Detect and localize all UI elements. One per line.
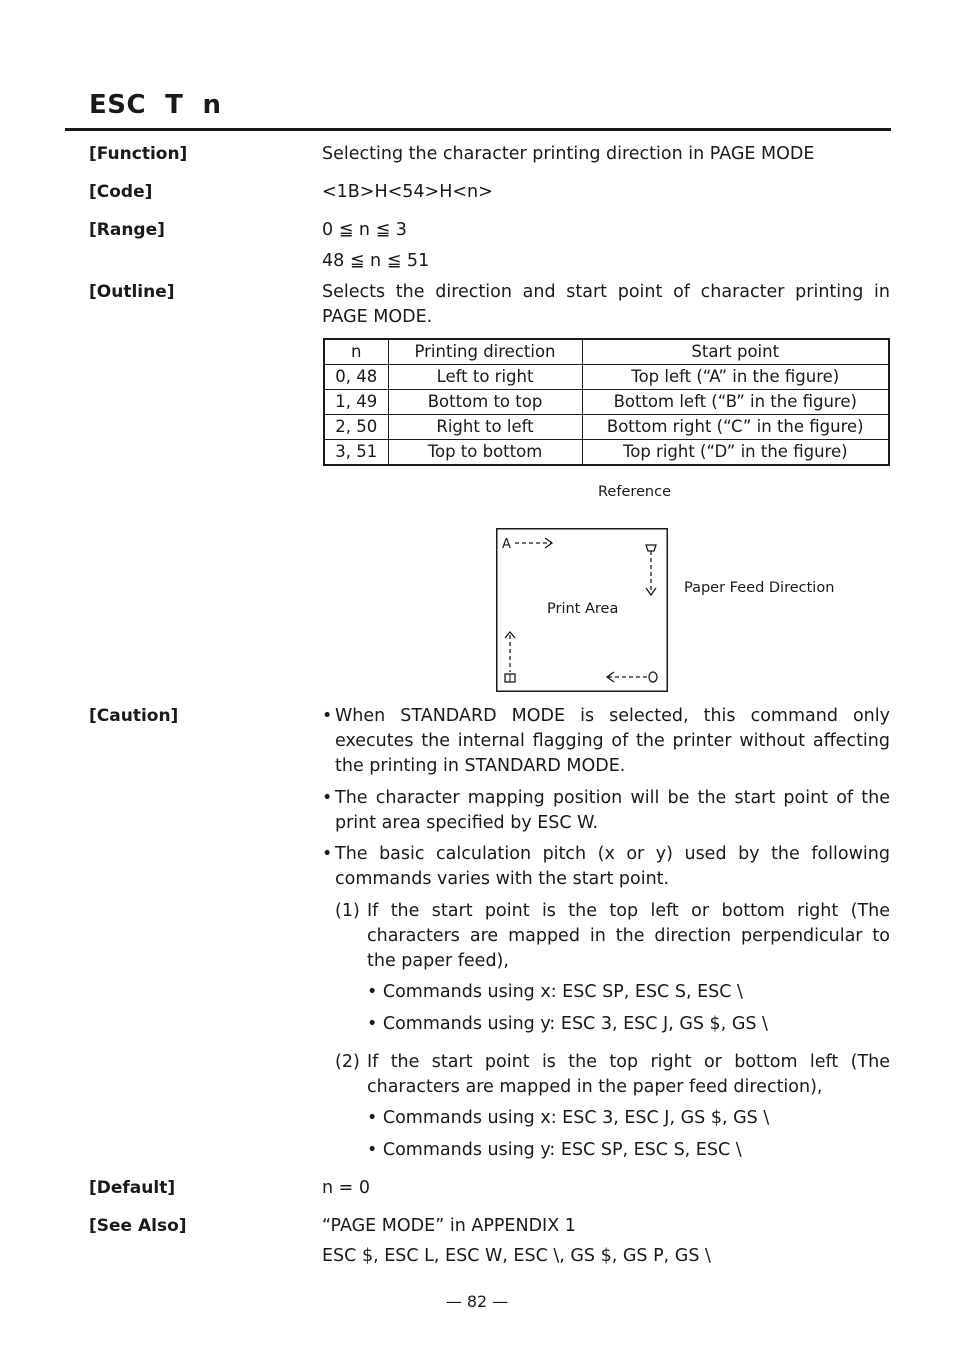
sub2-commands-x: • Commands using x: ESC 3, ESC J, GS $, GS \ bbox=[367, 1108, 770, 1128]
header-n: n bbox=[324, 339, 388, 365]
see-also-label: [See Also] bbox=[89, 1216, 187, 1236]
function-text: Selecting the character printing direction in PAGE MODE bbox=[322, 144, 815, 164]
c-marker bbox=[649, 672, 657, 682]
bullet-dot: • bbox=[322, 788, 333, 808]
caution-item-1 bbox=[322, 704, 890, 779]
caution-item-text: The character mapping position will be the start point of the print area specified by ESC W. bbox=[335, 788, 890, 833]
range-label: [Range] bbox=[89, 220, 165, 240]
title-rule bbox=[65, 128, 891, 131]
see-also-line-1: “PAGE MODE” in APPENDIX 1 bbox=[322, 1216, 576, 1236]
function-label: [Function] bbox=[89, 144, 188, 164]
direction-table bbox=[323, 338, 890, 466]
subitem-number: (1) bbox=[335, 901, 360, 921]
cell-direction: Bottom to top bbox=[388, 390, 582, 415]
sub2-commands-y: • Commands using y: ESC SP, ESC S, ESC \ bbox=[367, 1140, 742, 1160]
caution-subitem-2 bbox=[335, 1050, 890, 1100]
cell-n: 1, 49 bbox=[324, 390, 388, 415]
range-line-2: 48 ≦ n ≦ 51 bbox=[322, 251, 430, 271]
paper-feed-direction-label: Paper Feed Direction bbox=[684, 580, 835, 596]
page-title: ESC T n bbox=[89, 90, 222, 120]
table-row bbox=[324, 390, 889, 415]
cell-start-point: Top right (“D” in the figure) bbox=[582, 440, 889, 466]
bullet-dot: • bbox=[322, 706, 333, 726]
sub1-commands-y: • Commands using y: ESC 3, ESC J, GS $, GS \ bbox=[367, 1014, 768, 1034]
print-area-label: Print Area bbox=[547, 601, 619, 617]
caution-item-2 bbox=[322, 786, 890, 836]
see-also-line-2: ESC $, ESC L, ESC W, ESC \, GS $, GS P, GS \ bbox=[322, 1246, 711, 1266]
cell-start-point: Top left (“A” in the figure) bbox=[582, 365, 889, 390]
code-label: [Code] bbox=[89, 182, 153, 202]
subitem-text: If the start point is the top right or bottom left (The characters are mapped in the paper feed direction), bbox=[367, 1052, 890, 1097]
caution-item-3 bbox=[322, 842, 890, 892]
print-area-diagram bbox=[496, 528, 668, 692]
d-marker bbox=[646, 545, 656, 551]
cell-start-point: Bottom right (“C” in the figure) bbox=[582, 415, 889, 440]
subitem-text: If the start point is the top left or bottom right (The characters are mapped in the direction perpendicular to the paper feed), bbox=[367, 901, 890, 971]
default-label: [Default] bbox=[89, 1178, 176, 1198]
code-text: <1B>H<54>H<n> bbox=[322, 182, 493, 202]
default-text: n = 0 bbox=[322, 1178, 371, 1198]
header-start-point: Start point bbox=[582, 339, 889, 365]
table-row bbox=[324, 415, 889, 440]
outline-text: Selects the direction and start point of character printing in PAGE MODE. bbox=[322, 282, 890, 327]
subitem-number: (2) bbox=[335, 1052, 360, 1072]
cell-direction: Left to right bbox=[388, 365, 582, 390]
sub1-commands-x: • Commands using x: ESC SP, ESC S, ESC \ bbox=[367, 982, 743, 1002]
page-number: — 82 — bbox=[445, 1292, 509, 1311]
table-row bbox=[324, 440, 889, 466]
a-label: A bbox=[502, 537, 511, 552]
reference-caption: Reference bbox=[598, 484, 672, 500]
caution-item-text: When STANDARD MODE is selected, this command only executes the internal flagging of the printer without affecting the printing in STANDARD MODE. bbox=[335, 706, 890, 776]
cell-n: 3, 51 bbox=[324, 440, 388, 466]
range-line-1: 0 ≦ n ≦ 3 bbox=[322, 220, 407, 240]
cell-n: 0, 48 bbox=[324, 365, 388, 390]
caution-item-text: The basic calculation pitch (x or y) used by the following commands varies with the start point. bbox=[335, 844, 890, 889]
cell-direction: Right to left bbox=[388, 415, 582, 440]
table-header-row bbox=[324, 339, 889, 365]
cell-direction: Top to bottom bbox=[388, 440, 582, 466]
bullet-dot: • bbox=[322, 844, 333, 864]
cell-n: 2, 50 bbox=[324, 415, 388, 440]
cell-start-point: Bottom left (“B” in the figure) bbox=[582, 390, 889, 415]
header-printing-direction: Printing direction bbox=[388, 339, 582, 365]
caution-label: [Caution] bbox=[89, 706, 179, 726]
table-row bbox=[324, 365, 889, 390]
outline-label: [Outline] bbox=[89, 282, 175, 302]
caution-subitem-1 bbox=[335, 899, 890, 974]
